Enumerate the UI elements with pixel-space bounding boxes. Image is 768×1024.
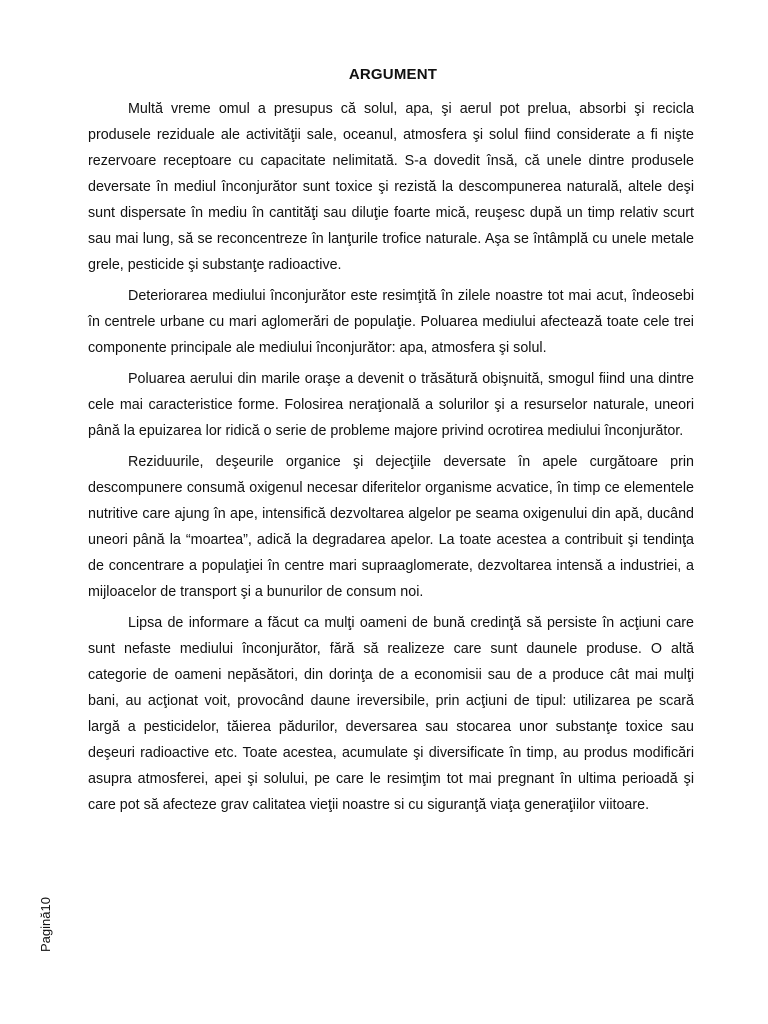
paragraph-4: Reziduurile, deşeurile organice şi dejecţiile deversate în apele curgătoare prin descompunere consumă oxigenul necesar diferitelor organisme acvatice, în timp ce elementele nutritive care ajung în ape, intensifică dezvoltarea algelor pe seama oxigenului din apă, ducând uneori până la “moartea”, adică la degradarea apelor. La toate acestea a contribuit şi tendinţa de concentrare a populaţiei în centre mari supraaglomerate, dezvoltarea intensă a industriei, a mijloacelor de transport şi a bunurilor de consum noi. — [88, 454, 694, 600]
page-number: Pagină10 — [38, 897, 53, 952]
paragraph-3: Poluarea aerului din marile oraşe a devenit o trăsătură obişnuită, smogul fiind una dintre cele mai caracteristice forme. Folosirea neraţională a solurilor şi a resurselor naturale, uneori până la epuizarea lor ridică o serie de probleme majore privind ocrotirea mediului înconjurător. — [88, 371, 694, 439]
paragraph-5: Lipsa de informare a făcut ca mulţi oameni de bună credinţă să persiste în acţiuni care sunt nefaste mediului înconjurător, fără să realizeze care sunt daunele produse. O altă categorie de oameni nepăsători, din dorinţa de a economisii sau de a produce cât mai mulţi bani, au acţionat voit, provocând daune ireversibile, prin acţiuni de tipul: utilizarea pe scară largă a pesticidelor, tăierea pădurilor, deversarea sau stocarea unor substanţe toxice sau deşeuri radioactive etc. Toate acestea, acumulate şi diversificate în timp, au produs modificări asupra atmosferei, apei şi solului, pe care le resimţim tot mai pregnant în ultima perioadă şi care pot să afecteze grav calitatea vieţii noastre si cu siguranţă viaţa generaţiilor viitoare. — [88, 615, 694, 813]
body-text — [88, 96, 694, 823]
paragraph-1: Multă vreme omul a presupus că solul, apa, şi aerul pot prelua, absorbi şi recicla produsele reziduale ale activităţii sale, oceanul, atmosfera şi solul fiind considerate a fi nişte rezervoare receptoare cu capacitate nelimitată. S-a dovedit însă, că unele dintre produsele deversate în mediul înconjurător sunt toxice şi rezistă la descompunerea naturală, altele deşi sunt dispersate în mediu în cantităţi sau diluţie foarte mică, reuşesc după un timp relativ scurt sau mai lung, să se reconcentreze în lanţurile trofice naturale. Aşa se întâmplă cu unele metale grele, pesticide şi substanţe radioactive. — [88, 101, 694, 273]
paragraph-2: Deteriorarea mediului înconjurător este resimţită în zilele noastre tot mai acut, îndeosebi în centrele urbane cu mari aglomerări de populaţie. Poluarea mediului afectează toate cele trei componente principale ale mediului înconjurător: apa, atmosfera şi solul. — [88, 288, 694, 356]
page-title: ARGUMENT — [348, 66, 438, 83]
